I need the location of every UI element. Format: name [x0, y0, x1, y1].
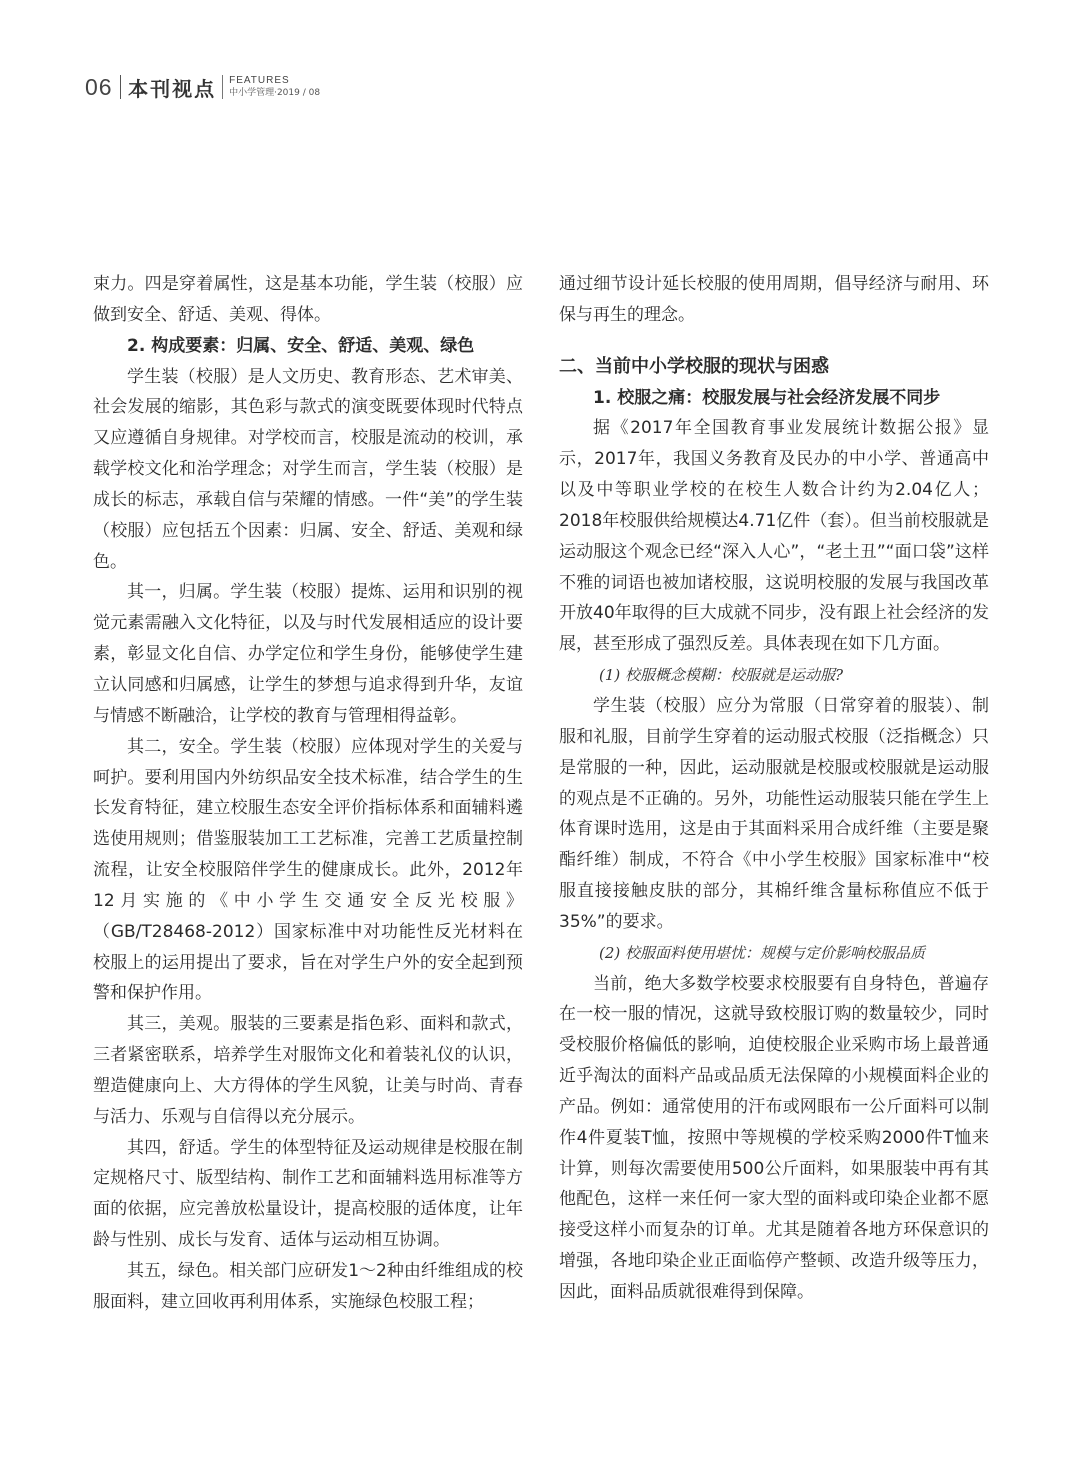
paragraph: 其五，绿色。相关部门应研发1～2种由纤维组成的校服面料，建立回收再利用体系，实施绿色校服工程；	[93, 1261, 523, 1312]
issue-info: 中小学管理·2019 / 08	[229, 88, 321, 98]
subheading: 2. 构成要素：归属、安全、舒适、美观、绿色	[127, 335, 475, 356]
paragraph: 当前，绝大多数学校要求校服要有自身特色，普遍存在一校一服的情况，这就导致校服订购的数量较少，同时受校服价格偏低的影响，迫使校服企业采购市场上最普通近乎淘汰的面料产品或品质无法保障的小规模面料企业的产品。例如：通常使用的汗布或网眼布一公斤面料可以制作4件夏装T恤，按照中等规模的学校采购2000件T恤来计算，则每次需要使用500公斤面料，如果服装中再有其他配色，这样一来任何一家大型的面料或印染企业都不愿接受这样小而复杂的订单。尤其是随着各地方环保意识的增强，各地印染企业正面临停产整顿、改造升级等压力，因此，面料品质就很难得到保障。	[559, 973, 989, 1302]
paragraph: 通过细节设计延长校服的使用周期，倡导经济与耐用、环保与再生的理念。	[559, 274, 989, 325]
section-title: 本刊视点	[128, 76, 217, 101]
paragraph: 学生装（校服）是人文历史、教育形态、艺术审美、社会发展的缩影，其色彩与款式的演变既要体现时代特点又应遵循自身规律。对学校而言，校服是流动的校训，承载学校文化和治学理念；对学生而言，学生装（校服）是成长的标志，承载自信与荣耀的情感。一件“美”的学生装（校服）应包括五个因素：归属、安全、舒适、美观和绿色。	[93, 366, 523, 572]
header-meta	[229, 75, 320, 99]
section-heading: 二、当前中小学校服的现状与困惑	[559, 355, 829, 377]
running-header	[85, 70, 320, 104]
header-divider-thin	[222, 75, 223, 99]
paragraph: 其三，美观。服装的三要素是指色彩、面料和款式，三者紧密联系，培养学生对服饰文化和着装礼仪的认识，塑造健康向上、大方得体的学生风貌，让美与时尚、青春与活力、乐观与自信得以充分展示。	[93, 1014, 523, 1127]
paragraph: 其四，舒适。学生的体型特征及运动规律是校服在制定规格尺寸、版型结构、制作工艺和面辅料选用标准等方面的依据，应完善放松量设计，提高校服的适体度，让年龄与性别、成长与发育、适体与运动相互协调。	[93, 1137, 523, 1251]
paragraph: 其一，归属。学生装（校服）提炼、运用和识别的视觉元素需融入文化特征，以及与时代发展相适应的设计要素，彰显文化自信、办学定位和学生身份，能够使学生建立认同感和归属感，让学生的梦想与追求得到升华，友谊与情感不断融洽，让学校的教育与管理相得益彰。	[93, 582, 523, 726]
paragraph: 学生装（校服）应分为常服（日常穿着的服装）、制服和礼服，目前学生穿着的运动服式校服（泛指概念）只是常服的一种，因此，运动服就是校服或校服就是运动服的观点是不正确的。另外，功能性运动服装只能在学生上体育课时选用，这是由于其面料采用合成纤维（主要是聚酯纤维）制成，不符合《中小学生校服》国家标准中“校服直接接触皮肤的部分，其棉纤维含量标称值应不低于35%”的要求。	[559, 695, 989, 932]
paragraph: 据《2017年全国教育事业发展统计数据公报》显示，2017年，我国义务教育及民办的中小学、普通高中以及中等职业学校的在校生人数合计约为2.04亿人；2018年校服供给规模达4.71亿件（套）。但当前校服就是运动服这个观念已经“深入人心”，“老土丑”“面口袋”这样不雅的词语也被加诸校服，这说明校服的发展与我国改革开放40年取得的巨大成就不同步，没有跟上社会经济的发展，甚至形成了强烈反差。具体表现在如下几方面。	[559, 418, 989, 655]
minor-heading: (1) 校服概念模糊：校服就是运动服?	[599, 666, 844, 685]
header-english: FEATURES	[229, 75, 290, 86]
left-column	[93, 269, 523, 1318]
subheading: 1. 校服之痛：校服发展与社会经济发展不同步	[593, 387, 941, 408]
page-number: 06	[85, 73, 113, 100]
paragraph: 束力。四是穿着属性，这是基本功能，学生装（校服）应做到安全、舒适、美观、得体。	[93, 274, 523, 325]
header-divider	[120, 75, 122, 99]
right-column	[559, 269, 989, 1308]
paragraph: 其二，安全。学生装（校服）应体现对学生的关爱与呵护。要利用国内外纺织品安全技术标准，结合学生的生长发育特征，建立校服生态安全评价指标体系和面辅料遴选使用规则；借鉴服装加工工艺标准，完善工艺质量控制流程，让安全校服陪伴学生的健康成长。此外，2012年12月实施的《中小学生交通安全反光校服》（GB/T28468-2012）国家标准中对功能性反光材料在校服上的运用提出了要求，旨在对学生户外的安全起到预警和保护作用。	[93, 736, 523, 1004]
minor-heading: (2) 校服面料使用堪忧：规模与定价影响校服品质	[599, 943, 926, 962]
